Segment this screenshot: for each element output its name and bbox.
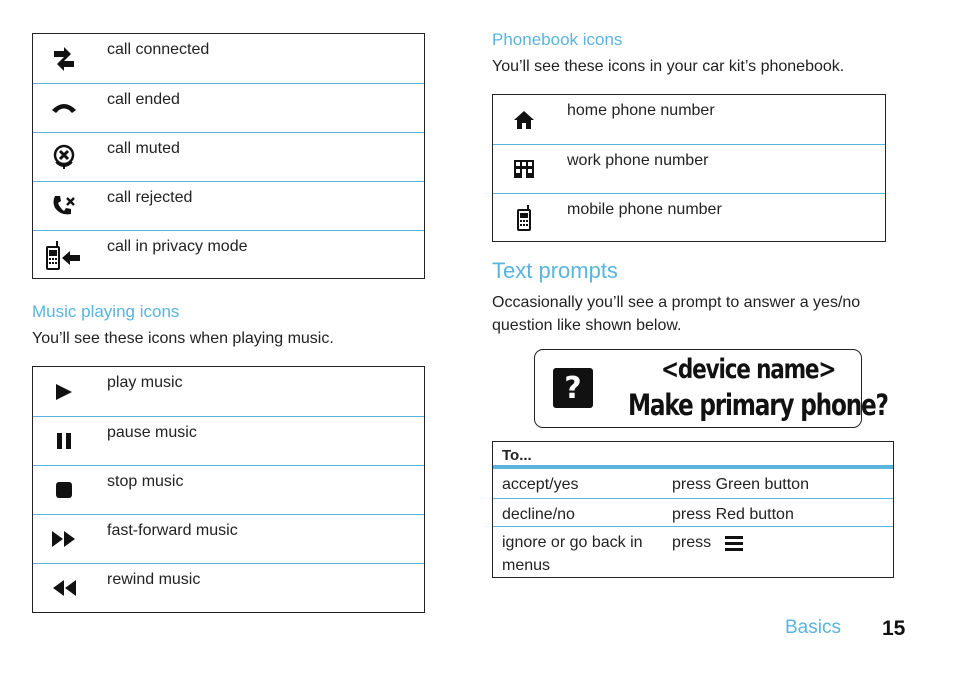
music-heading: Music playing icons: [32, 302, 180, 321]
pause-icon: [33, 417, 95, 465]
table-row: [493, 526, 893, 577]
action-cell: ignore or go back in menus: [502, 534, 643, 574]
how-text: press Green button: [672, 476, 809, 493]
table-row: [33, 367, 424, 416]
table-row: [33, 465, 424, 514]
list-item-label: home phone number: [567, 102, 715, 119]
list-item-label: call rejected: [107, 189, 193, 206]
action-cell: decline/no: [502, 506, 575, 523]
list-item-label: rewind music: [107, 571, 201, 588]
list-item-label: call ended: [107, 91, 180, 108]
table-row: [493, 95, 885, 144]
action-cell: accept/yes: [502, 476, 579, 493]
call-ended-icon: [33, 84, 95, 132]
fast-forward-icon: [33, 515, 95, 563]
call-connected-icon: [33, 34, 95, 83]
how-cell: [672, 503, 794, 526]
table-row: [33, 132, 424, 181]
call-privacy-mode-icon: [33, 231, 95, 279]
table-row: [33, 563, 424, 612]
table-row: [33, 230, 424, 279]
phonebook-intro: You’ll see these icons in your car kit’s phonebook.: [492, 58, 845, 75]
list-item-label: work phone number: [567, 152, 709, 169]
list-item-label: pause music: [107, 424, 197, 441]
prompt-display: [534, 349, 888, 428]
page-number: 15: [882, 617, 906, 640]
mobile-phone-icon: [493, 194, 555, 242]
table-row: [493, 469, 893, 498]
phonebook-icons-table: [492, 94, 886, 242]
table-row: [493, 498, 893, 526]
prompt-question: Make primary phone?: [628, 388, 888, 422]
table-row: [493, 193, 885, 242]
how-text: press: [672, 534, 712, 551]
how-cell: [672, 473, 809, 496]
list-item-label: stop music: [107, 473, 184, 490]
action-table: [492, 441, 894, 578]
question-icon: ?: [553, 368, 593, 408]
list-item-label: fast-forward music: [107, 522, 238, 539]
rewind-icon: [33, 564, 95, 612]
table-row: [33, 83, 424, 132]
call-muted-icon: [33, 133, 95, 181]
footer-section-name: Basics: [785, 617, 841, 638]
text-prompts-intro: Occasionally you’ll see a prompt to answer a yes/no question like shown below.: [492, 294, 861, 334]
list-item-label: call in privacy mode: [107, 238, 248, 255]
work-building-icon: [493, 145, 555, 193]
call-rejected-icon: [33, 182, 95, 230]
list-item-label: mobile phone number: [567, 201, 722, 218]
list-item-label: play music: [107, 374, 183, 391]
music-icons-table: [32, 366, 425, 613]
table-row: [33, 514, 424, 563]
phonebook-heading: Phonebook icons: [492, 30, 623, 49]
table-row: [493, 144, 885, 193]
menu-button-icon: [725, 535, 743, 551]
play-icon: [33, 367, 95, 416]
text-prompts-heading: Text prompts: [492, 258, 618, 283]
how-cell: [672, 531, 743, 554]
call-icons-table: [32, 33, 425, 279]
list-item-label: call connected: [107, 41, 210, 58]
prompt-device-name: <device name>: [661, 354, 836, 385]
table-row: [33, 181, 424, 230]
table-row: [33, 416, 424, 465]
how-text: press Red button: [672, 506, 794, 523]
table-row: [33, 34, 424, 83]
table-header: To...: [493, 442, 893, 469]
home-icon: [493, 95, 555, 144]
music-intro: You’ll see these icons when playing music.: [32, 330, 334, 347]
list-item-label: call muted: [107, 140, 180, 157]
stop-icon: [33, 466, 95, 514]
